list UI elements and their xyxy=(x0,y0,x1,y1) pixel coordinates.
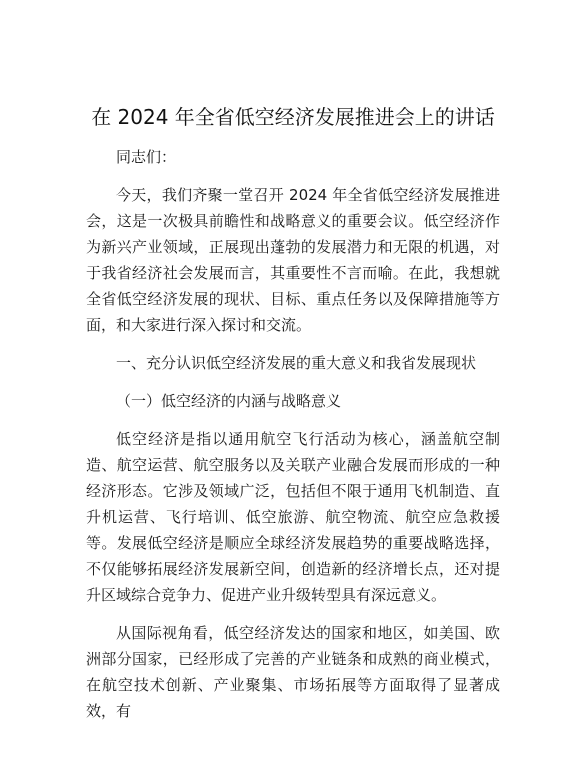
section-heading-1: 一、充分认识低空经济发展的重大意义和我省发展现状 xyxy=(116,354,477,372)
document-title: 在 2024 年全省低空经济发展推进会上的讲话 xyxy=(91,105,495,129)
subsection-heading-1: （一）低空经济的内涵与战略意义 xyxy=(116,392,342,410)
paragraph-definition: 低空经济是指以通用航空飞行活动为核心，涵盖航空制造、航空运营、航空服务以及关联产业融合发展而形成的一种经济形态。它涉及领域广泛，包括但不限于通用飞机制造、直升机运营、飞行培训、低空旅游、航空物流、航空应急救援等。发展低空经济是顺应全球经济发展趋势的重要战略选择，不仅能够拓展经济发展新空间，创造新的经济增长点，还对提升区域综合竞争力、促进产业升级转型具有深远意义。 xyxy=(86,430,500,604)
paragraph-international: 从国际视角看，低空经济发达的国家和地区，如美国、欧洲部分国家，已经形成了完善的产业链条和成熟的商业模式，在航空技术创新、产业聚集、市场拓展等方面取得了显著成效，有 xyxy=(86,624,500,720)
salutation: 同志们： xyxy=(116,148,177,166)
document-body xyxy=(86,144,500,736)
paragraph-intro: 今天，我们齐聚一堂召开 2024 年全省低空经济发展推进会，这是一次极具前瞻性和战略意义的重要会议。低空经济作为新兴产业领域，正展现出蓬勃的发展潜力和无限的机遇，对于我省经济社会发展而言，其重要性不言而喻。在此，我想就全省低空经济发展的现状、目标、重点任务以及保障措施等方面，和大家进行深入探讨和交流。 xyxy=(86,186,500,334)
